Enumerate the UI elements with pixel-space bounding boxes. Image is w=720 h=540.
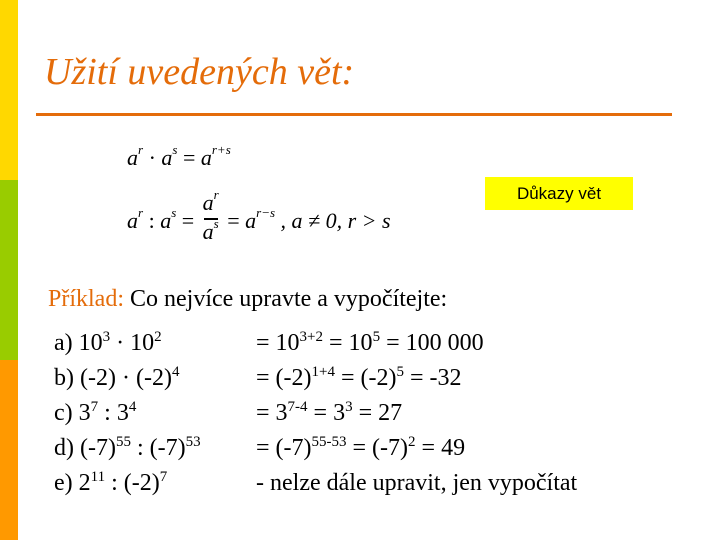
- row-a-left: a) $10^3 \cdot 10^2$: [54, 329, 162, 356]
- row-e-left: e) $2^{11}$ : $(-2)^7$: [54, 469, 168, 496]
- fraction: $\frac{a^r}{a^s}$: [202, 187, 219, 244]
- row-e-right: - nelze dále upravit, jen vypočítat: [256, 470, 578, 496]
- accent-bar-orange: [0, 360, 18, 540]
- formula-product: $a^r \cdot a^s = a^{r+s}$: [127, 142, 231, 170]
- slide-title: Užití uvedených vět:: [44, 51, 355, 93]
- formula-quotient: $a^r$ : $a^s$ = $\frac{a^r}{a^s}$ = $a^{r-s}$ , a ≠ 0, r > s: [127, 195, 391, 255]
- row-a-right: = $10^{3+2} = 10^5 = 100$ 000: [256, 329, 484, 356]
- accent-bar-yellow: [0, 0, 18, 180]
- example-heading: [48, 286, 447, 313]
- title-underline: [36, 113, 672, 116]
- proofs-button-label: Důkazy vět: [516, 183, 602, 203]
- proofs-button[interactable]: [485, 177, 633, 210]
- row-d-right: = $(-7)^{55-53} = (-7)^2 = 49$: [256, 434, 466, 461]
- row-b-right: = $(-2)^{1+4} = (-2)^5 = -32$: [256, 364, 462, 391]
- example-instruction: Co nejvíce upravte a vypočítejte:: [130, 286, 448, 312]
- row-b-left: b) $(-2) \cdot (-2)^4$: [54, 364, 180, 391]
- row-c-right: = $3^{7-4} = 3^3 = 27$: [256, 399, 403, 426]
- accent-bar-green: [0, 180, 18, 360]
- row-d-left: d) $(-7)^{55}$ : $(-7)^{53}$: [54, 434, 201, 461]
- example-label: Příklad:: [48, 286, 124, 312]
- row-c-left: c) $3^7$ : $3^4$: [54, 399, 137, 426]
